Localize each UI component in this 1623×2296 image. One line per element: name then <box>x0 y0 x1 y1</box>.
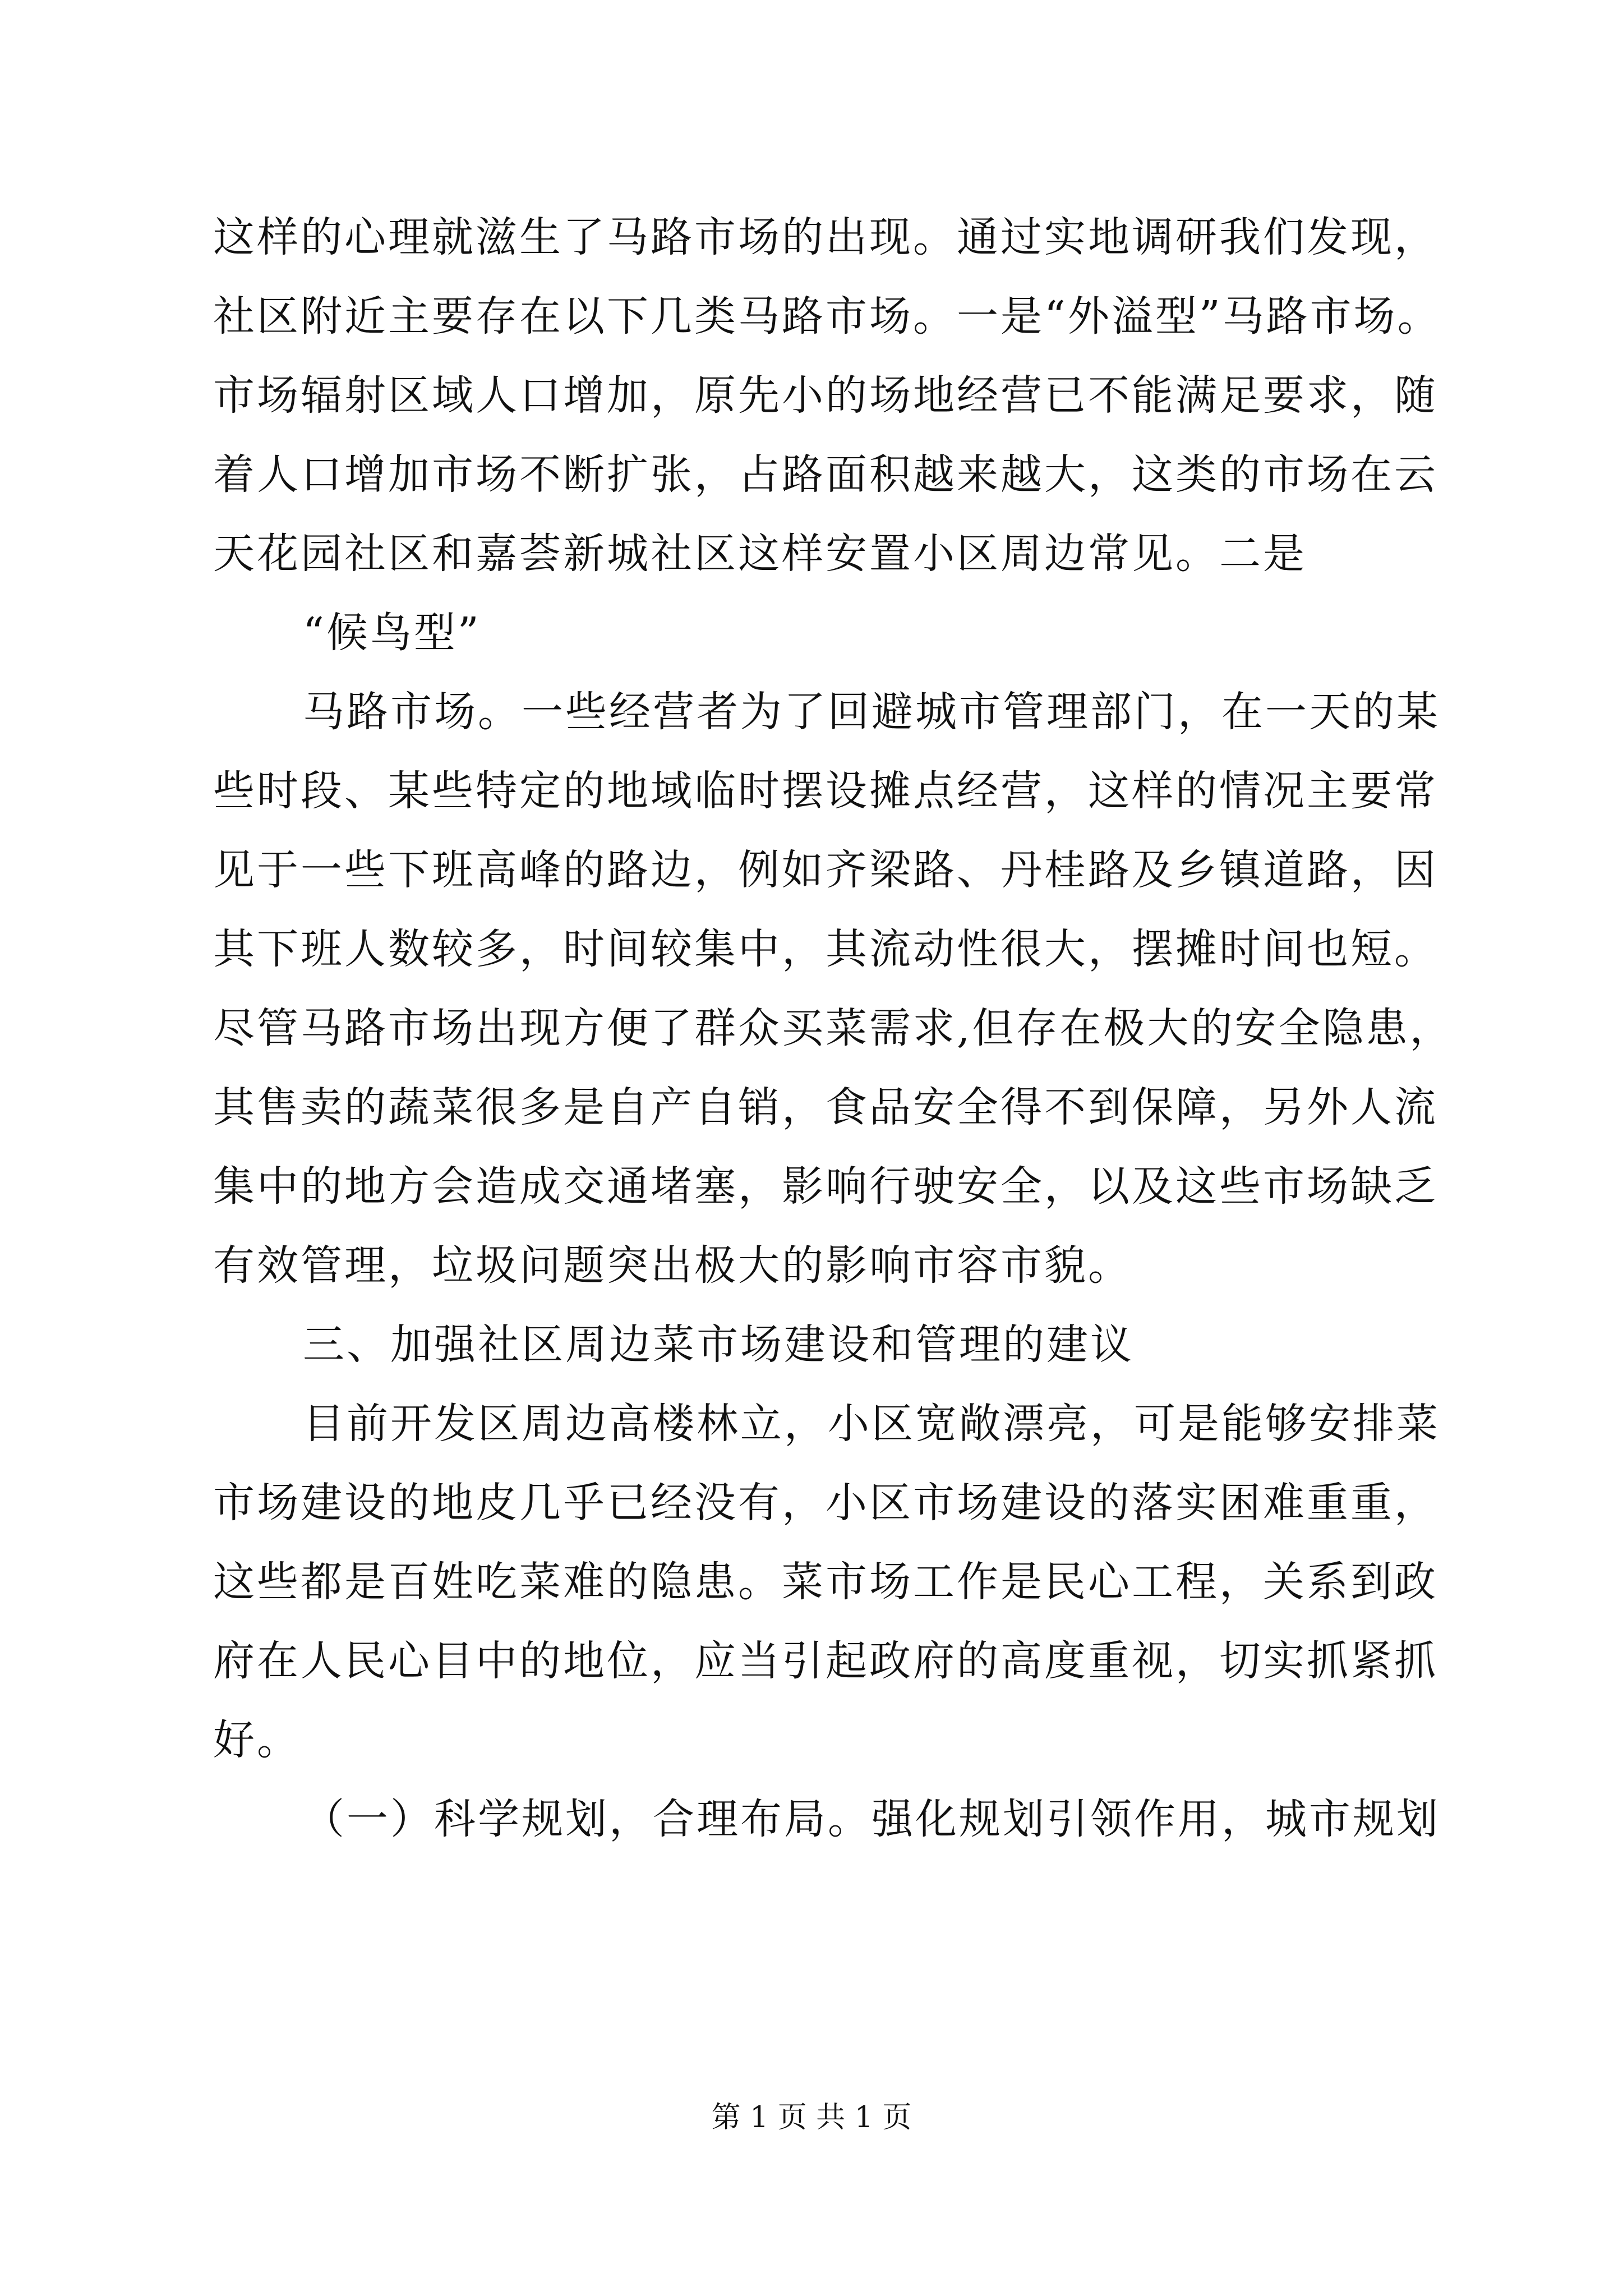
text-line: 其下班人数较多，时间较集中，其流动性很大，摆摊时间也短。 <box>213 925 1438 973</box>
text-line: 天花园社区和嘉荟新城社区这样安置小区周边常见。二是 <box>213 530 1307 578</box>
text-line: “候鸟型” <box>303 609 481 657</box>
page-number-footer: 第 1 页 共 1 页 <box>711 2101 912 2134</box>
text-line: 这样的心理就滋生了马路市场的出现。通过实地调研我们发现， <box>213 213 1438 261</box>
text-line: 有效管理，垃圾问题突出极大的影响市容市貌。 <box>213 1241 1132 1290</box>
text-line: 些时段、某些特定的地域临时摆设摊点经营，这样的情况主要常 <box>213 767 1438 815</box>
text-line: 社区附近主要存在以下几类马路市场。一是“外溢型”马路市场。 <box>213 292 1441 341</box>
paragraph-start-line: 马路市场。一些经营者为了回避城市管理部门，在一天的某 <box>303 688 1440 736</box>
text-line: 集中的地方会造成交通堵塞，影响行驶安全，以及这些市场缺乏 <box>213 1162 1438 1211</box>
text-line: 着人口增加市场不断扩张，占路面积越来越大，这类的市场在云 <box>213 450 1438 499</box>
text-line: 市场辐射区域人口增加，原先小的场地经营已不能满足要求，随 <box>213 371 1438 420</box>
text-line: 市场建设的地皮几乎已经没有，小区市场建设的落实困难重重， <box>213 1479 1438 1527</box>
text-line: 尽管马路市场出现方便了群众买菜需求,但存在极大的安全隐患， <box>213 1004 1454 1052</box>
text-line: 见于一些下班高峰的路边，例如齐梁路、丹桂路及乡镇道路，因 <box>213 846 1438 894</box>
text-line: 府在人民心目中的地位，应当引起政府的高度重视，切实抓紧抓 <box>213 1637 1438 1685</box>
text-line: 这些都是百姓吃菜难的隐患。菜市场工作是民心工程，关系到政 <box>213 1558 1438 1606</box>
paragraph-start-line: 目前开发区周边高楼林立，小区宽敞漂亮，可是能够安排菜 <box>303 1400 1440 1448</box>
text-line: 其售卖的蔬菜很多是自产自销，食品安全得不到保障，另外人流 <box>213 1083 1438 1131</box>
subsection-heading-line: （一）科学规划，合理布局。强化规划引领作用，城市规划 <box>303 1795 1440 1843</box>
text-line: 好。 <box>213 1716 301 1764</box>
section-heading: 三、加强社区周边菜市场建设和管理的建议 <box>303 1320 1134 1369</box>
